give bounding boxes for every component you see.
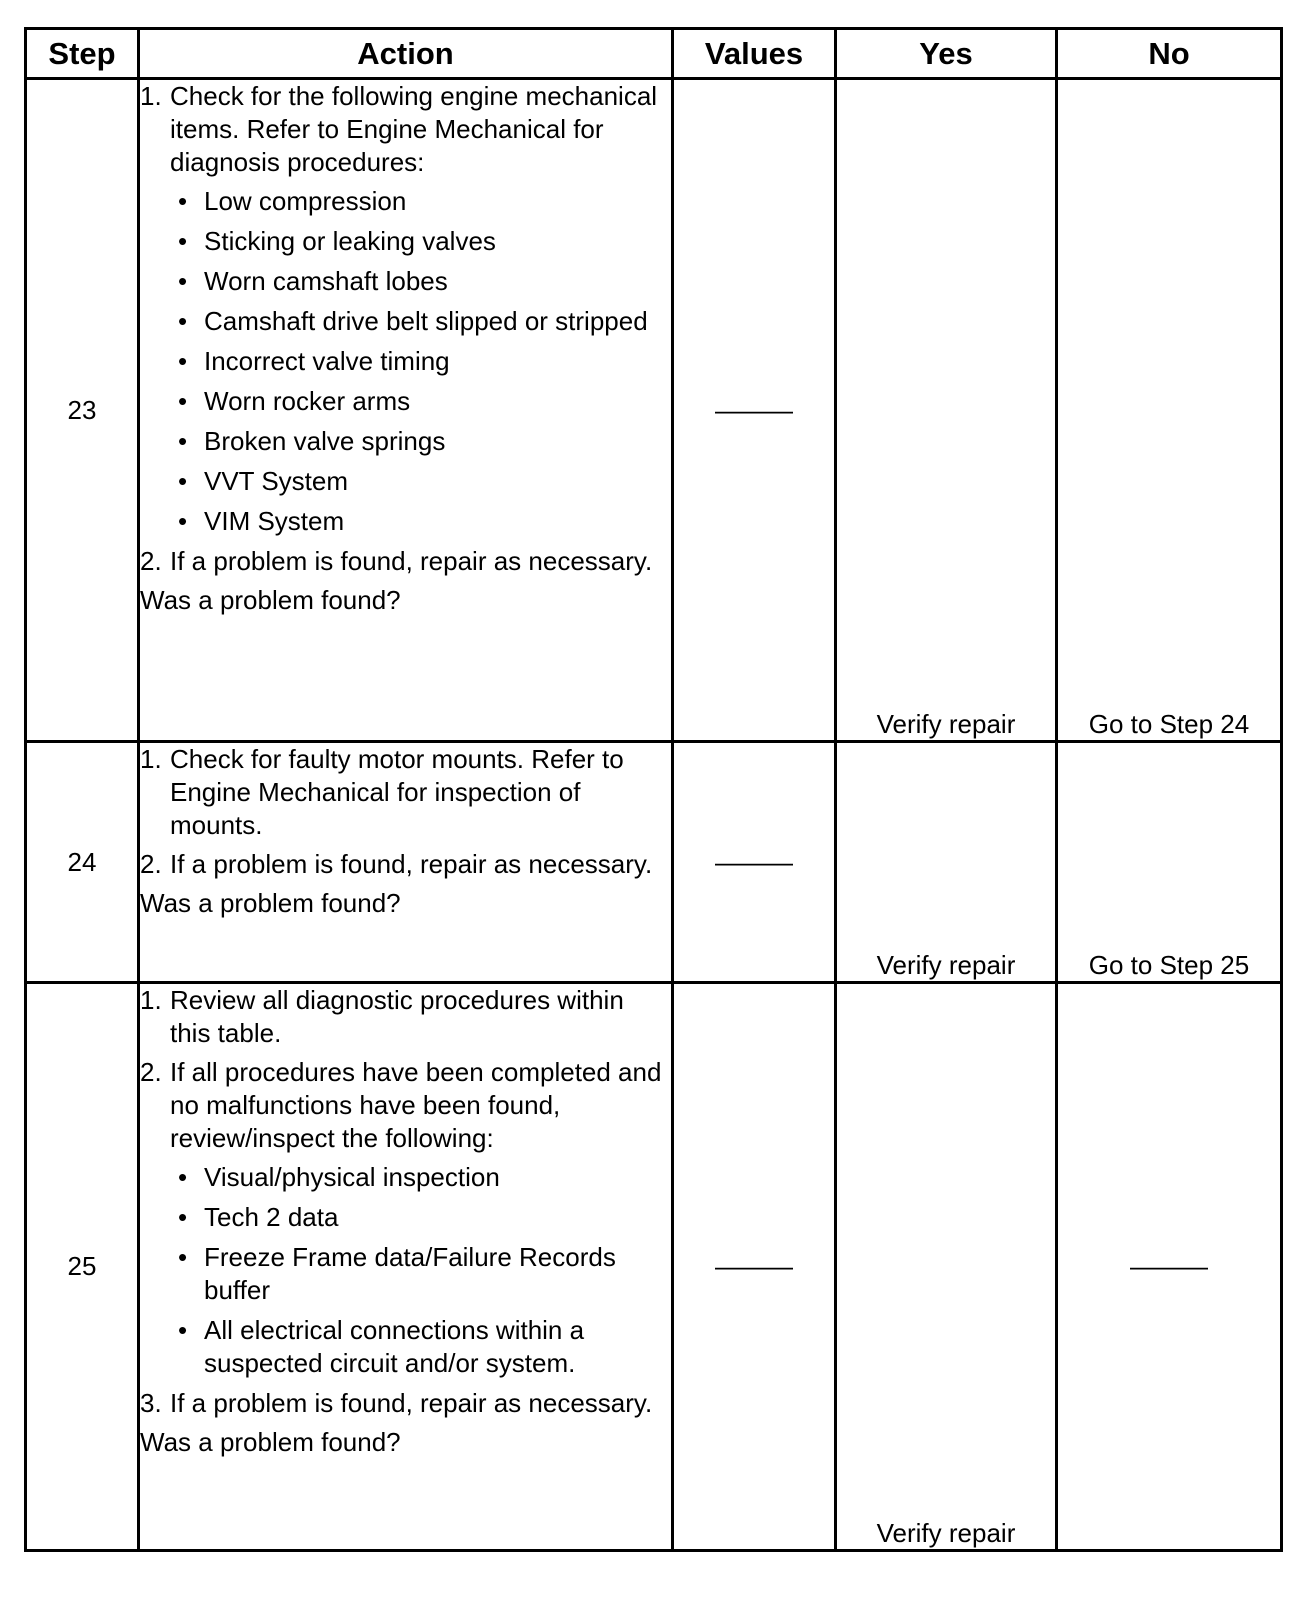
step-number: 25 [26, 983, 139, 1551]
bullet-item: • Sticking or leaking valves [178, 226, 496, 256]
header-step: Step [26, 29, 139, 79]
question-text: Was a problem found? [140, 585, 401, 615]
bullet-item: • VIM System [178, 506, 345, 536]
bullet-item: • Low compression [178, 186, 407, 216]
bullet-list [140, 185, 671, 538]
yes-cell: Verify repair [836, 742, 1057, 983]
bullet-item: • All electrical connections within a suspected circuit and/or system. [178, 1315, 585, 1378]
bullet-item: • VVT System [178, 466, 349, 496]
action-cell [139, 742, 673, 983]
question-text: Was a problem found? [140, 1427, 401, 1457]
bullet-item: • Worn rocker arms [178, 386, 411, 416]
action-item: 1. Check for faulty motor mounts. Refer to Engine Mechanical for inspection of mounts. [140, 744, 624, 840]
header-action: Action [139, 29, 673, 79]
table-row [26, 983, 1282, 1551]
bullet-item: • Visual/physical inspection [178, 1162, 500, 1192]
values-dash: ——— [715, 846, 793, 877]
step-number: 23 [26, 79, 139, 742]
bullet-list [140, 1161, 671, 1380]
values-dash: ——— [715, 1251, 793, 1281]
action-item: 2. If a problem is found, repair as necessary. [140, 849, 653, 879]
action-cell [139, 79, 673, 742]
bullet-item: • Tech 2 data [178, 1202, 339, 1232]
bullet-item: • Incorrect valve timing [178, 346, 450, 376]
header-yes: Yes [836, 29, 1057, 79]
header-no: No [1057, 29, 1282, 79]
bullet-item: • Freeze Frame data/Failure Records buffer [178, 1242, 616, 1305]
yes-cell: Verify repair [836, 983, 1057, 1551]
table-row [26, 742, 1282, 983]
values-cell [673, 742, 836, 983]
values-cell [673, 79, 836, 742]
no-cell: Go to Step 25 [1057, 742, 1282, 983]
table-row [26, 79, 1282, 742]
no-cell: Go to Step 24 [1057, 79, 1282, 742]
action-item: 1. Review all diagnostic procedures within this table. [140, 985, 624, 1048]
bullet-item: • Worn camshaft lobes [178, 266, 448, 296]
question-text: Was a problem found? [140, 888, 401, 918]
values-cell [673, 983, 836, 1551]
bullet-item: • Broken valve springs [178, 426, 446, 456]
action-cell [139, 983, 673, 1551]
step-number: 24 [26, 742, 139, 983]
header-values: Values [673, 29, 836, 79]
yes-cell: Verify repair [836, 79, 1057, 742]
values-dash: ——— [715, 394, 793, 425]
action-item: 2. If a problem is found, repair as necessary. [140, 546, 653, 576]
bullet-item: • Camshaft drive belt slipped or stripped [178, 306, 648, 336]
no-dash: ——— [1130, 1251, 1208, 1281]
header-row [26, 29, 1282, 79]
no-cell [1057, 983, 1282, 1551]
action-item: 3. If a problem is found, repair as necessary. [140, 1388, 653, 1418]
diagnostic-table [24, 27, 1283, 1552]
action-item: 1. Check for the following engine mechanical items. Refer to Engine Mechanical for diagnosis procedures: [140, 81, 658, 177]
action-item: 2. If all procedures have been completed and no malfunctions have been found, review/inspect the following: [140, 1057, 662, 1153]
